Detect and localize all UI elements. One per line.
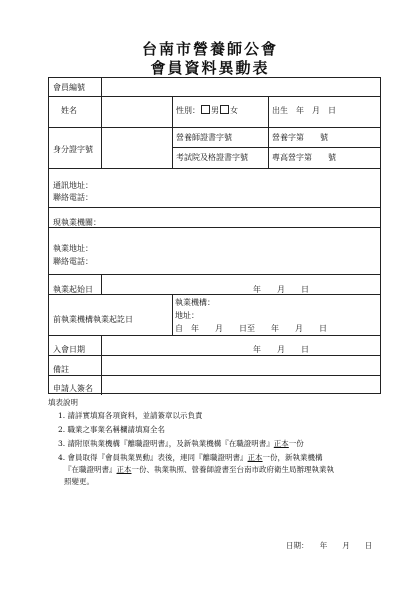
note-4-text-3: 一份、執業執照、營養師證書至台南市政府衛生局辦理執業執 [131,465,334,474]
male-label: 男 [211,106,219,115]
female-checkbox[interactable] [220,105,229,114]
note-3 [58,439,304,449]
cert-label: 營養師證書字號 [176,133,232,142]
start-date-label: 執業起始日 [53,285,93,294]
note-3-text: 3. 請附原執業機構『離職證明書』，及新執業機構『在職證明書』 [58,439,274,448]
member-no-label: 會員編號 [53,83,85,92]
birth-label: 出生 年 月 日 [272,106,336,115]
join-date-value: 年 月 日 [253,345,309,354]
note-4-original-copy: 正本 [247,453,263,462]
org-title: 台南市營養師公會 [141,40,278,58]
col-divider [101,335,102,395]
exam-value: 專高營字第 號 [272,153,336,162]
gender-field [176,105,238,116]
note-2: 2. 職業之事業名稱欄請填寫全名 [58,425,166,434]
col-divider [101,78,102,96]
exam-label: 考試院及格證書字號 [176,153,248,162]
contact-phone-label: 聯絡電話： [53,193,93,202]
notes-heading: 填表說明 [48,398,78,407]
note-4-text: 4. 會員取得『會員執業異動』表後，連同『離職證明書』 [58,453,248,462]
work-phone-label: 聯絡電話： [53,257,93,266]
prev-org-label: 執業機構： [175,298,215,307]
footer-date: 日期： 年 月 日 [286,541,373,550]
col-divider [101,274,102,294]
row-divider [49,127,380,128]
note-1: 1. 請詳實填寫各項資料，並請簽章以示負責 [58,411,203,420]
member-change-form [48,77,381,394]
prev-period-value: 自 年 月 日至 年 月 日 [175,324,327,333]
start-date-value: 年 月 日 [253,285,309,294]
name-label: 姓名 [61,106,77,115]
col-divider [172,96,173,168]
female-label: 女 [230,106,238,115]
prev-address-label: 地址： [175,311,199,320]
note-4-line-3: 照變更。 [64,477,94,486]
join-date-label: 入會日期 [53,345,85,354]
row-divider [49,375,380,376]
gender-label: 性別： [176,106,200,115]
note-4-text-2: 一份，新執業機構 [262,453,323,462]
row-divider [49,168,380,169]
contact-address-label: 通訊地址： [53,181,93,190]
note-3-count: 一份 [288,439,304,448]
row-divider [49,355,380,356]
remarks-label: 備註 [53,365,69,374]
row-divider [49,335,380,336]
note-4 [58,453,323,463]
note-4-original-copy-2: 正本 [116,465,132,474]
row-divider [172,147,380,148]
note-4-line-2 [64,465,334,475]
row-divider [49,96,380,97]
note-4-cert: 『在職證明書』 [64,465,117,474]
male-checkbox[interactable] [201,105,210,114]
prev-org-period-label: 前執業機構執業起訖日 [53,315,133,324]
work-address-label: 執業地址： [53,244,93,253]
row-divider [49,207,380,208]
col-divider [268,96,269,168]
form-title: 會員資料異動表 [150,59,270,77]
id-no-label: 身分證字號 [53,145,93,154]
applicant-sign-label: 申請人簽名 [53,384,93,393]
col-divider [101,96,102,168]
col-divider [172,294,173,335]
row-divider [49,294,380,295]
row-divider [49,274,380,275]
cert-value: 營養字第 號 [272,133,328,142]
note-3-original-copy: 正本 [273,439,289,448]
current-org-label: 現執業機關： [53,218,101,227]
